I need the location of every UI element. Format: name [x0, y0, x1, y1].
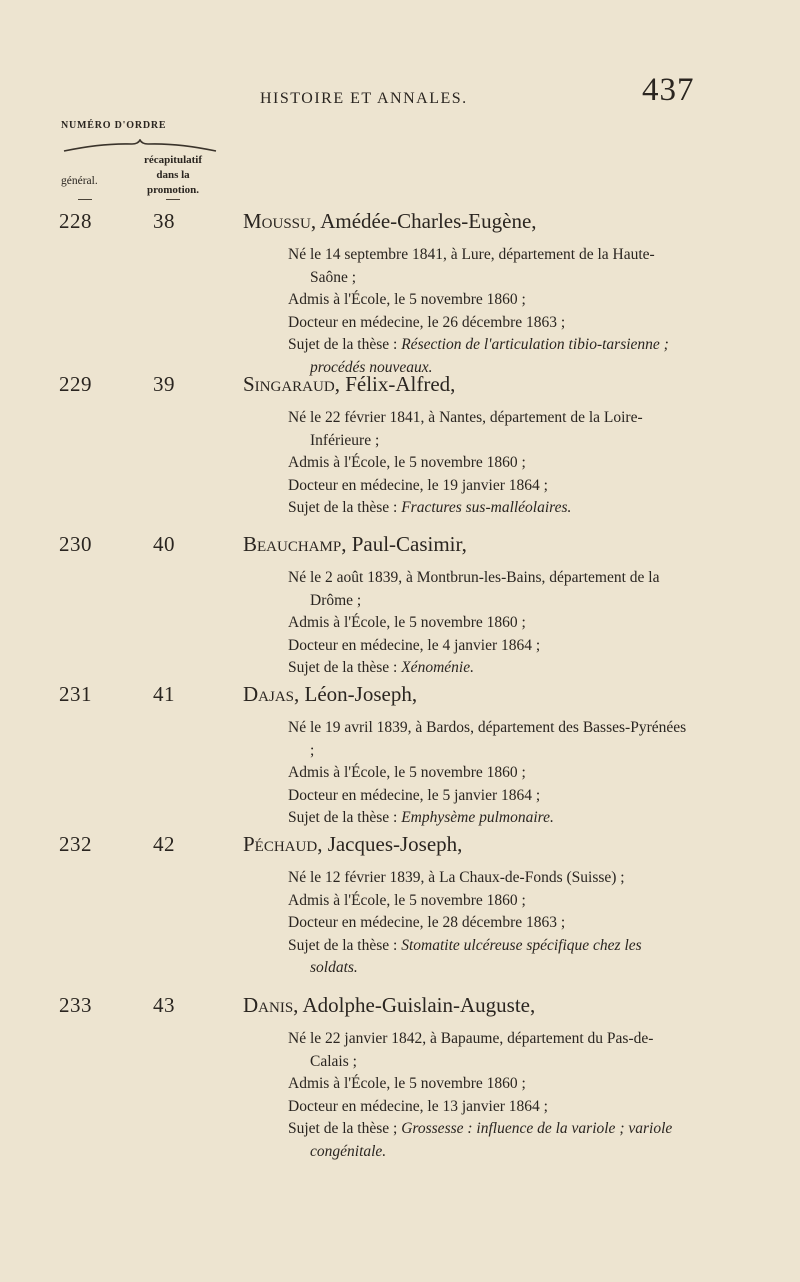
doctorate-line: Docteur en médecine, le 13 janvier 1864 ;: [288, 1097, 548, 1115]
thesis-prefix: Sujet de la thèse :: [288, 659, 402, 677]
page-number: 437: [642, 72, 695, 108]
doctorate-line: Docteur en médecine, le 5 janvier 1864 ;: [288, 786, 541, 804]
entry-name: [243, 532, 467, 557]
recap-number: 43: [153, 993, 175, 1017]
thesis-title: Fractures sus-malléolaires.: [401, 499, 572, 517]
thesis-line: [288, 935, 688, 980]
entry-details: [288, 244, 688, 380]
column-header-recap-line: promotion.: [146, 184, 200, 196]
given-names: , Amédée-Charles-Eugène,: [310, 209, 537, 233]
entry-name: [243, 209, 537, 234]
doctorate-line: Docteur en médecine, le 4 janvier 1864 ;: [288, 636, 541, 654]
column-header-title: NUMÉRO D'ORDRE: [61, 120, 167, 131]
surname: Dajas: [243, 682, 295, 706]
admission-line: Admis à l'École, le 5 novembre 1860 ;: [288, 1075, 526, 1093]
register-entry: [0, 209, 800, 374]
birth-line: Né le 22 février 1841, à Nantes, département de la Loire-Inférieure ;: [288, 409, 643, 449]
general-number: 230: [59, 532, 92, 556]
thesis-title: Emphysème pulmonaire.: [401, 809, 554, 827]
thesis-line: [288, 807, 688, 830]
thesis-prefix: Sujet de la thèse :: [288, 336, 402, 354]
thesis-prefix: Sujet de la thèse ;: [288, 1120, 402, 1138]
register-entry: [0, 832, 800, 982]
birth-line: Né le 22 janvier 1842, à Bapaume, département du Pas-de-Calais ;: [288, 1030, 654, 1070]
register-entry: [0, 993, 800, 1158]
column-header-general: général.: [61, 175, 98, 187]
column-dash-recap: [166, 199, 180, 200]
doctorate-line: Docteur en médecine, le 26 décembre 1863 ;: [288, 313, 566, 331]
register-entry: [0, 532, 800, 682]
thesis-title: Grossesse : influence de la variole ; variole congénitale.: [310, 1120, 673, 1160]
thesis-line: [288, 657, 688, 680]
recap-number: 40: [153, 532, 175, 556]
birth-line: Né le 14 septembre 1841, à Lure, département de la Haute-Saône ;: [288, 246, 655, 286]
column-header-recap: [124, 153, 222, 198]
thesis-prefix: Sujet de la thèse :: [288, 936, 402, 954]
general-number: 232: [59, 832, 92, 856]
thesis-title: Stomatite ulcéreuse spécifique chez les soldats.: [310, 936, 642, 977]
thesis-prefix: Sujet de la thèse :: [288, 499, 402, 517]
entry-details: [288, 407, 688, 520]
entry-name: [243, 682, 417, 707]
column-header-brace: [62, 139, 218, 153]
given-names: , Paul-Casimir,: [341, 532, 467, 556]
birth-line: Né le 2 août 1839, à Montbrun-les-Bains, département de la Drôme ;: [288, 569, 660, 609]
thesis-line: [288, 1118, 688, 1163]
doctorate-line: Docteur en médecine, le 28 décembre 1863 ;: [288, 914, 566, 932]
running-title: HISTOIRE ET ANNALES.: [260, 90, 468, 107]
admission-line: Admis à l'École, le 5 novembre 1860 ;: [288, 291, 526, 309]
recap-number: 39: [153, 372, 175, 396]
admission-line: Admis à l'École, le 5 novembre 1860 ;: [288, 764, 526, 782]
general-number: 228: [59, 209, 92, 233]
admission-line: Admis à l'École, le 5 novembre 1860 ;: [288, 614, 526, 632]
entry-details: [288, 717, 688, 830]
doctorate-line: Docteur en médecine, le 19 janvier 1864 ;: [288, 476, 548, 494]
column-header-recap-line: dans la: [156, 169, 190, 181]
given-names: , Jacques-Joseph,: [317, 832, 463, 856]
entry-details: [288, 567, 688, 680]
thesis-line: [288, 497, 688, 520]
recap-number: 42: [153, 832, 175, 856]
thesis-prefix: Sujet de la thèse :: [288, 809, 402, 827]
general-number: 233: [59, 993, 92, 1017]
entry-name: [243, 372, 455, 397]
given-names: , Félix-Alfred,: [334, 372, 456, 396]
entry-name: [243, 993, 535, 1018]
column-header-recap-line: récapitulatif: [143, 154, 203, 166]
register-entry: [0, 682, 800, 832]
surname: Singaraud: [243, 372, 335, 396]
thesis-title: Résection de l'articulation tibio-tarsienne ; procédés nouveaux.: [310, 336, 669, 376]
thesis-title: Xénoménie.: [401, 659, 474, 677]
general-number: 231: [59, 682, 92, 706]
general-number: 229: [59, 372, 92, 396]
birth-line: Né le 12 février 1839, à La Chaux-de-Fonds (Suisse) ;: [288, 869, 625, 886]
surname: Péchaud: [243, 832, 318, 856]
surname: Danis: [243, 993, 294, 1017]
admission-line: Admis à l'École, le 5 novembre 1860 ;: [288, 891, 526, 909]
surname: Beauchamp: [243, 532, 342, 556]
column-dash-general: [78, 199, 92, 200]
surname: Moussu: [243, 209, 311, 233]
entry-details: [288, 1028, 688, 1164]
given-names: , Léon-Joseph,: [294, 682, 418, 706]
recap-number: 41: [153, 682, 175, 706]
recap-number: 38: [153, 209, 175, 233]
admission-line: Admis à l'École, le 5 novembre 1860 ;: [288, 454, 526, 472]
given-names: , Adolphe-Guislain-Auguste,: [293, 993, 536, 1017]
entry-details: [288, 867, 688, 980]
register-entry: [0, 372, 800, 522]
birth-line: Né le 19 avril 1839, à Bardos, département des Basses-Pyrénées ;: [288, 719, 687, 759]
entry-name: [243, 832, 462, 857]
